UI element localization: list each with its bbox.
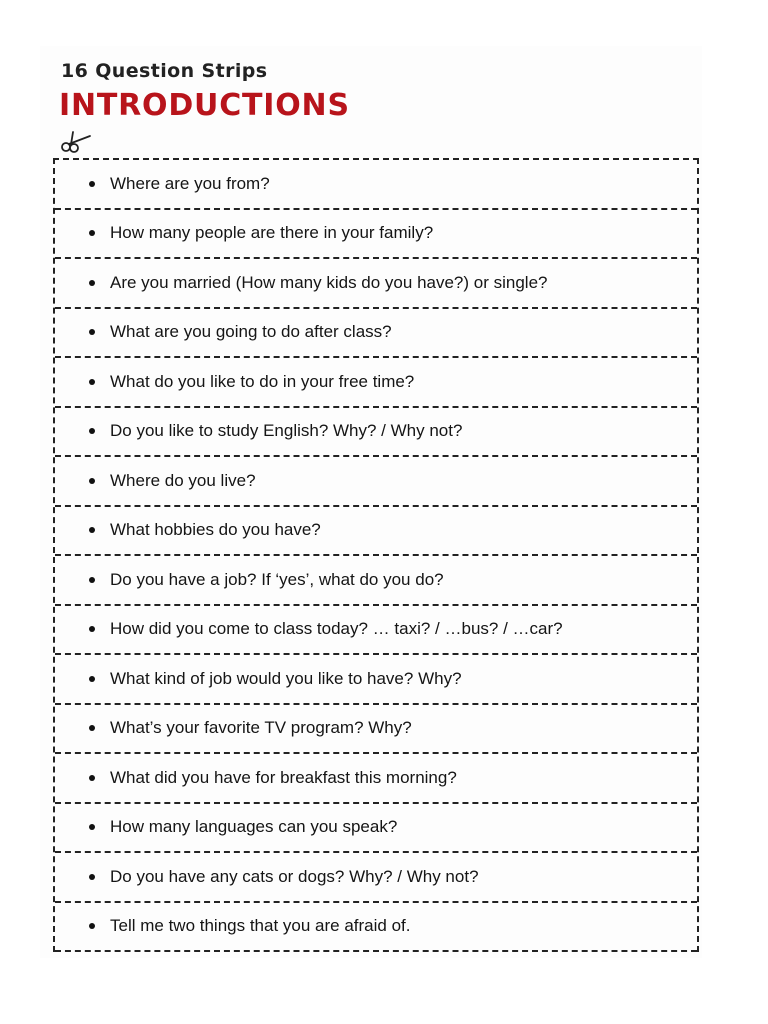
scissors-icon: [60, 131, 92, 153]
question-text: What do you like to do in your free time?: [110, 371, 415, 391]
question-text: What’s your favorite TV program? Why?: [110, 718, 412, 738]
question-strip: [55, 903, 697, 953]
question-text: Do you have a job? If ‘yes’, what do you do?: [110, 569, 444, 589]
question-text: Do you like to study English? Why? / Why not?: [110, 421, 463, 441]
question-text: Do you have any cats or dogs? Why? / Why not?: [110, 866, 479, 886]
question-text: What kind of job would you like to have? Why?: [110, 668, 462, 688]
bullet-icon: [89, 527, 95, 533]
question-text: Where are you from?: [110, 173, 270, 193]
page-subtitle: 16 Question Strips: [61, 60, 268, 82]
question-strip: [55, 556, 697, 606]
question-text: How many people are there in your family?: [110, 223, 434, 243]
bullet-icon: [89, 428, 95, 434]
question-strip: [55, 655, 697, 705]
question-strip: [55, 754, 697, 804]
bullet-icon: [89, 230, 95, 236]
question-strip: [55, 160, 697, 210]
bullet-icon: [89, 379, 95, 385]
question-strip: [55, 309, 697, 359]
page-title: INTRODUCTIONS: [59, 88, 350, 123]
question-strip: [55, 507, 697, 557]
question-strip: [55, 705, 697, 755]
bullet-icon: [89, 874, 95, 880]
bullet-icon: [89, 577, 95, 583]
question-strip: [55, 210, 697, 260]
question-text: Are you married (How many kids do you have?) or single?: [110, 272, 548, 292]
question-text: What are you going to do after class?: [110, 322, 392, 342]
question-text: What hobbies do you have?: [110, 520, 321, 540]
bullet-icon: [89, 329, 95, 335]
bullet-icon: [89, 626, 95, 632]
question-text: Tell me two things that you are afraid of.: [110, 916, 411, 936]
bullet-icon: [89, 676, 95, 682]
question-strips: [53, 158, 699, 952]
question-text: What did you have for breakfast this morning?: [110, 767, 457, 787]
bullet-icon: [89, 280, 95, 286]
bullet-icon: [89, 923, 95, 929]
bullet-icon: [89, 725, 95, 731]
question-strip: [55, 853, 697, 903]
bullet-icon: [89, 478, 95, 484]
bullet-icon: [89, 181, 95, 187]
question-strip: [55, 457, 697, 507]
bullet-icon: [89, 775, 95, 781]
question-text: Where do you live?: [110, 470, 256, 490]
bullet-icon: [89, 824, 95, 830]
question-strip: [55, 804, 697, 854]
question-strip: [55, 358, 697, 408]
question-strip: [55, 408, 697, 458]
question-text: How did you come to class today? … taxi? / …bus? / …car?: [110, 619, 563, 639]
question-text: How many languages can you speak?: [110, 817, 398, 837]
question-strip: [55, 259, 697, 309]
question-strip: [55, 606, 697, 656]
